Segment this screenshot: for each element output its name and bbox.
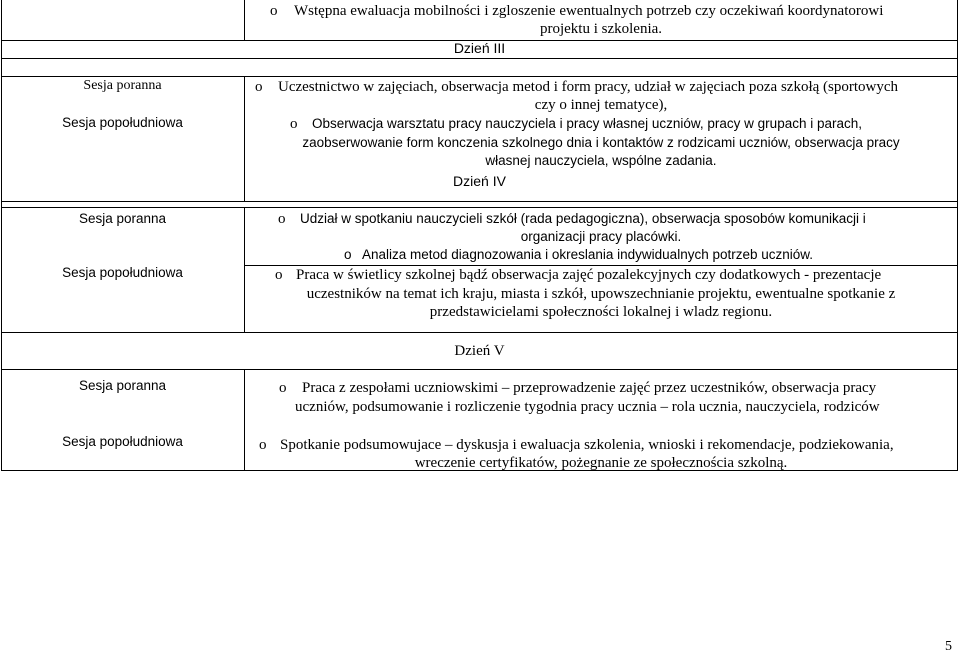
list-bullet: o [259,437,267,453]
session-label-afternoon: Sesja popołudniowa [62,434,183,449]
list-item-text: Praca z zespołami uczniowskimi – przeprowadzenie zajęć przez uczestników, obserwacja pracy [302,380,877,396]
list-item-text: projektu i szkolenia. [539,21,663,37]
session-label-afternoon: Sesja popołudniowa [62,265,183,280]
list-item-text: zaobserwowanie form konczenia szkolnego dnia i kontaktów z rodzicami uczniów, obserwacja pracy [302,135,900,150]
session-label-morning: Sesja poranna [78,378,167,393]
day-title: Dzień IV [453,173,506,189]
list-item-text: Udział w spotkaniu nauczycieli szkół (rada pedagogiczna), obserwacja sposobów komunikacji i [300,211,866,226]
table-left-border [1,0,2,470]
session-label-morning: Sesja poranna [78,211,167,226]
session-label-afternoon: Sesja popołudniowa [62,115,183,130]
row-divider [1,201,958,202]
row-divider [1,58,958,59]
list-item-text: własnej nauczyciela, wspólne zadania. [485,153,717,168]
list-item-text: uczestników na temat ich kraju, miasta i szkół, upowszechnianie projektu, ewentualne spotkanie z [306,286,896,302]
list-item-text: Uczestnictwo w zajęciach, obserwacja metod i form pracy, udział w zajęciach poza szkołą (sportowych [278,79,899,95]
list-item-text: Obserwacja warsztatu pracy nauczyciela i pracy własnej uczniów, pracy w grupach i parach, [312,116,862,131]
list-bullet: o [270,3,278,19]
list-bullet: o [278,211,286,227]
list-item-text: organizacji pracy placówki. [520,229,682,244]
list-bullet: o [255,79,263,95]
list-item-text: Spotkanie podsumowujace – dyskusja i ewaluacja szkolenia, wnioski i rekomendacje, podziekowania, [280,437,894,453]
list-bullet: o [344,247,352,262]
list-bullet: o [275,267,283,283]
list-item-text: Analiza metod diagnozowania i okreslania indywidualnych potrzeb uczniów. [362,247,814,262]
day-title: Dzień V [454,343,505,359]
list-item-text: wreczenie certyfikatów, pożegnanie ze społecznościa szkolną. [414,455,788,471]
list-item-text: Praca w świetlicy szkolnej bądź obserwacja zajęć pozalekcyjnych czy dodatkowych - prezentacje [296,267,882,283]
page-number: 5 [945,639,952,654]
list-item-text: Wstępna ewaluacja mobilności i zgloszenie ewentualnych potrzeb czy oczekiwań koordynatorowi [294,3,884,19]
row-divider [1,332,958,333]
list-bullet: o [279,380,287,396]
row-divider [1,369,958,370]
list-item-text: czy o innej tematyce), [534,97,668,113]
list-item-text: przedstawicielami społeczności lokalnej i wladz regionu. [429,304,773,320]
day-title: Dzień III [453,40,506,56]
row-divider [1,207,958,208]
session-label-morning: Sesja poranna [83,78,162,93]
list-item-text: uczniów, podsumowanie i rozliczenie tygodnia pracy ucznia – rola ucznia, nauczyciela, rodziców [295,399,880,415]
list-bullet: o [290,116,298,132]
